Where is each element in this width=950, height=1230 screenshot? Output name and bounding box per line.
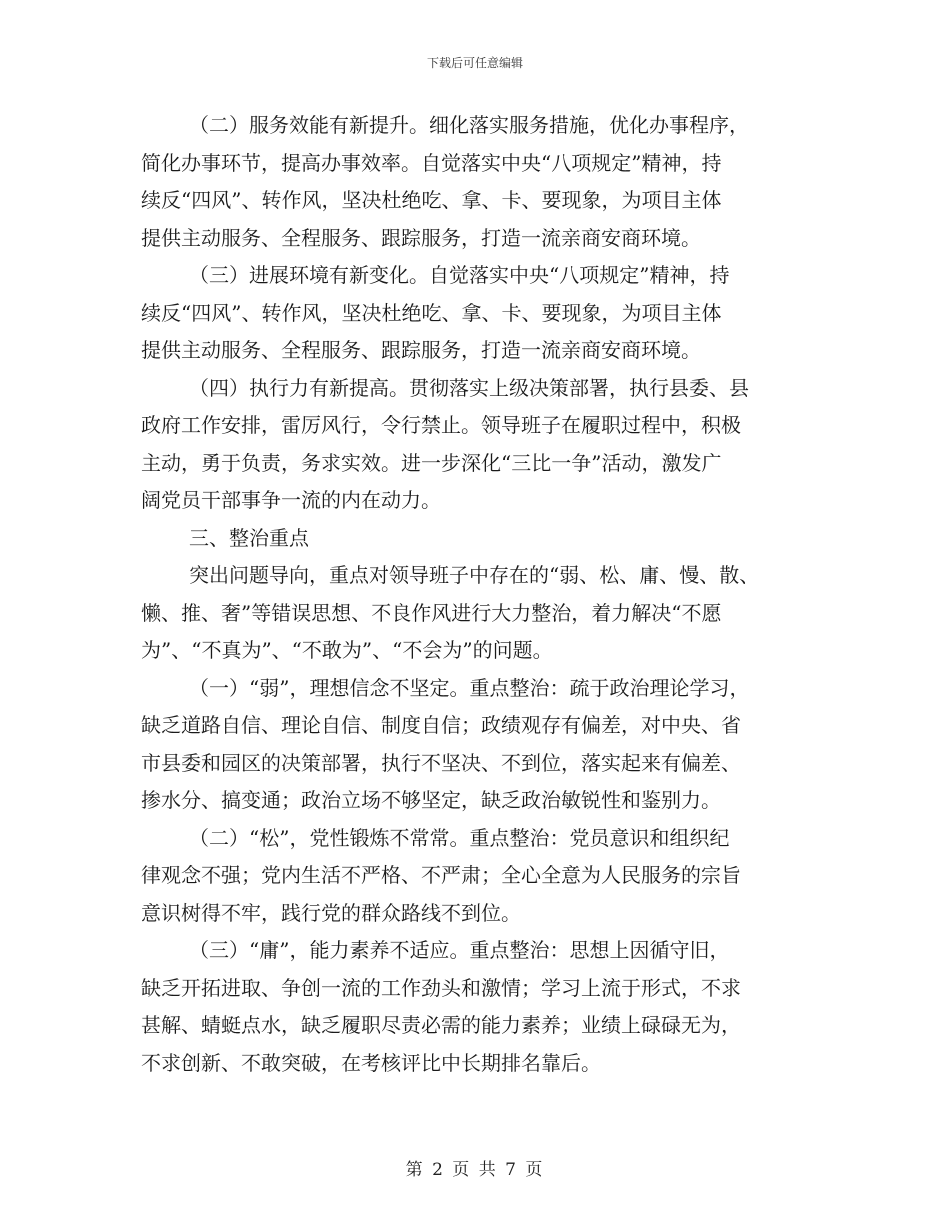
document-body <box>141 107 811 1082</box>
paragraph-line: （三）进展环境有新变化。自觉落实中央“八项规定”精神，持 <box>189 263 730 287</box>
paragraph-line: （四）执行力有新提高。贯彻落实上级决策部署，执行县委、县 <box>189 375 749 400</box>
paragraph-line: 续反“四风”、转作风，坚决杜绝吃、拿、卡、要现象，为项目主体 <box>141 300 722 325</box>
paragraph-line: （三）“庸”，能力素养不适应。重点整治：思想上因循守旧， <box>189 938 730 962</box>
paragraph-line: 为”、“不真为”、“不敢为”、“不会为”的问题。 <box>141 638 553 662</box>
paragraph-line: 政府工作安排，雷厉风行，令行禁止。领导班子在履职过程中，积极 <box>141 413 741 437</box>
paragraph-line: 缺乏开拓进取、争创一流的工作劲头和激情；学习上流于形式，不求 <box>141 975 741 1000</box>
paragraph-line: 提供主动服务、全程服务、跟踪服务，打造一流亲商安商环境。 <box>141 225 701 250</box>
page-header: 下载后可任意编辑 <box>426 56 523 70</box>
paragraph-line: 律观念不强；党内生活不严格、不严肃；全心全意为人民服务的宗旨 <box>141 863 741 887</box>
paragraph-line: （二）“松”，党性锻炼不常常。重点整治：党员意识和组织纪 <box>189 825 730 850</box>
paragraph-line: 掺水分、搞变通；政治立场不够坚定，缺乏政治敏锐性和鉴别力。 <box>141 788 721 812</box>
paragraph-line: 提供主动服务、全程服务、跟踪服务，打造一流亲商安商环境。 <box>141 338 701 362</box>
page-footer: 第 2 页 共 7 页 <box>405 1160 545 1180</box>
paragraph-line: 市县委和园区的决策部署，执行不坚决、不到位，落实起来有偏差、 <box>141 750 741 775</box>
paragraph-line: 懒、推、奢”等错误思想、不良作风进行大力整治，着力解决“不愿 <box>141 600 722 625</box>
paragraph-line: （二）服务效能有新提升。细化落实服务措施，优化办事程序， <box>189 113 749 137</box>
section-heading: 三、整治重点 <box>189 525 309 550</box>
paragraph-line: 简化办事环节，提高办事效率。自觉落实中央“八项规定”精神，持 <box>141 150 722 175</box>
paragraph-line: 阔党员干部事争一流的内在动力。 <box>141 488 441 512</box>
paragraph-line: 主动，勇于负责，务求实效。进一步深化“三比一争”活动，激发广 <box>141 450 722 475</box>
paragraph-line: （一）“弱”，理想信念不坚定。重点整治：疏于政治理论学习， <box>189 675 750 700</box>
paragraph-line: 缺乏道路自信、理论自信、制度自信；政绩观存有偏差，对中央、省 <box>141 713 741 737</box>
paragraph-line: 不求创新、不敢突破，在考核评比中长期排名靠后。 <box>141 1050 601 1075</box>
paragraph-line: 甚解、蜻蜓点水，缺乏履职尽责必需的能力素养；业绩上碌碌无为， <box>141 1013 741 1037</box>
paragraph-line: 续反“四风”、转作风，坚决杜绝吃、拿、卡、要现象，为项目主体 <box>141 188 722 212</box>
paragraph-line: 突出问题导向，重点对领导班子中存在的“弱、松、庸、慢、散、 <box>189 563 760 587</box>
paragraph-line: 意识树得不牢，践行党的群众路线不到位。 <box>141 900 521 925</box>
